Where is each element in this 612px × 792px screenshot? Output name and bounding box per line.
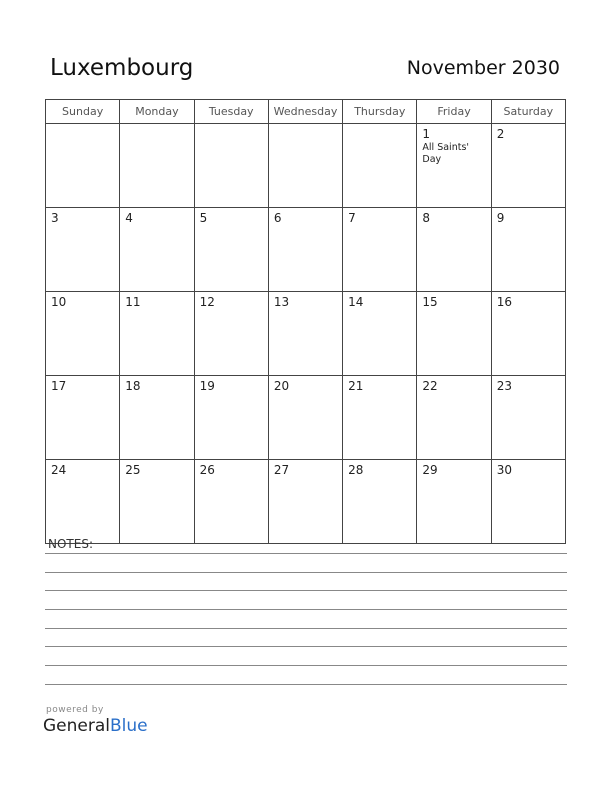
calendar-day-cell <box>120 124 194 208</box>
day-number: 4 <box>125 211 133 225</box>
day-number: 24 <box>51 463 67 477</box>
calendar-day-cell <box>46 376 120 460</box>
calendar-week-row <box>46 208 566 292</box>
day-number: 15 <box>422 295 438 309</box>
calendar-day-cell <box>343 124 417 208</box>
day-number: 25 <box>125 463 141 477</box>
day-number: 18 <box>125 379 141 393</box>
note-line <box>45 590 567 591</box>
calendar-day-cell <box>194 124 268 208</box>
calendar-day-cell <box>120 208 194 292</box>
calendar-day-cell <box>120 292 194 376</box>
calendar-day-cell <box>343 376 417 460</box>
note-line <box>45 609 567 610</box>
calendar-day-cell <box>491 292 565 376</box>
day-number: 23 <box>496 379 512 393</box>
calendar-day-cell <box>194 460 268 544</box>
day-number: 10 <box>51 295 67 309</box>
day-number: 17 <box>51 379 67 393</box>
calendar-week-row <box>46 376 566 460</box>
calendar-day-cell <box>343 208 417 292</box>
calendar-day-cell <box>46 292 120 376</box>
day-number: 3 <box>51 211 59 225</box>
day-number: 27 <box>273 463 290 477</box>
brand-name-first: General <box>43 716 110 736</box>
day-number: 20 <box>273 379 290 393</box>
calendar-week-row <box>46 124 566 208</box>
note-line <box>45 572 567 573</box>
calendar-day-cell <box>120 460 194 544</box>
day-number: 8 <box>422 211 431 225</box>
weekday-header: Sunday <box>46 100 120 124</box>
day-number: 30 <box>496 463 512 477</box>
calendar-day-cell <box>268 376 342 460</box>
calendar-week-row <box>46 292 566 376</box>
calendar-day-cell <box>194 376 268 460</box>
calendar-day-cell <box>417 460 491 544</box>
powered-by-text: powered by <box>46 705 104 715</box>
calendar-day-cell <box>120 376 194 460</box>
calendar-day-cell <box>343 460 417 544</box>
day-number: 28 <box>348 463 364 477</box>
day-number: 9 <box>496 211 505 225</box>
weekday-header: Monday <box>120 100 194 124</box>
calendar-grid <box>45 99 566 544</box>
calendar-day-cell <box>417 208 491 292</box>
calendar-week-row <box>46 460 566 544</box>
calendar-day-cell <box>417 376 491 460</box>
day-number: 19 <box>199 379 215 393</box>
note-line <box>45 553 567 554</box>
day-number: 26 <box>199 463 215 477</box>
calendar-day-cell <box>46 460 120 544</box>
day-number: 14 <box>348 295 364 309</box>
brand-name-second: Blue <box>110 716 148 736</box>
calendar-day-cell <box>268 292 342 376</box>
day-number: 7 <box>348 211 356 225</box>
notes-label: NOTES: <box>48 537 93 551</box>
calendar-day-cell <box>417 292 491 376</box>
calendar-day-cell <box>491 124 565 208</box>
note-line <box>45 665 567 666</box>
note-line <box>45 628 567 629</box>
weekday-header: Wednesday <box>268 100 342 124</box>
calendar-month-title: November 2030 <box>406 57 560 79</box>
calendar-day-cell <box>46 124 120 208</box>
weekday-header-row <box>46 100 566 124</box>
calendar-day-cell <box>268 208 342 292</box>
calendar-day-cell <box>268 460 342 544</box>
day-number: 5 <box>199 211 208 225</box>
day-number: 13 <box>273 295 290 309</box>
calendar-day-cell <box>46 208 120 292</box>
weekday-header: Thursday <box>343 100 417 124</box>
weekday-header: Friday <box>417 100 491 124</box>
calendar-day-cell <box>194 208 268 292</box>
weekday-header: Tuesday <box>194 100 268 124</box>
day-number: 11 <box>125 295 141 309</box>
holiday-label: All Saints' Day <box>422 142 470 165</box>
calendar-day-cell <box>343 292 417 376</box>
note-line <box>45 646 567 647</box>
calendar-day-cell <box>194 292 268 376</box>
calendar-day-cell <box>417 124 491 208</box>
day-number: 2 <box>496 127 505 141</box>
calendar-day-cell <box>268 124 342 208</box>
day-number: 6 <box>273 211 282 225</box>
day-number: 29 <box>422 463 438 477</box>
calendar-day-cell <box>491 376 565 460</box>
calendar-day-cell <box>491 460 565 544</box>
day-number: 12 <box>199 295 215 309</box>
day-number: 22 <box>422 379 438 393</box>
calendar-day-cell <box>491 208 565 292</box>
note-line <box>45 684 567 685</box>
calendar-country-title: Luxembourg <box>50 55 194 81</box>
day-number: 21 <box>348 379 364 393</box>
day-number: 1 <box>422 127 431 141</box>
brand-logo <box>43 716 148 736</box>
weekday-header: Saturday <box>491 100 565 124</box>
day-number: 16 <box>496 295 512 309</box>
